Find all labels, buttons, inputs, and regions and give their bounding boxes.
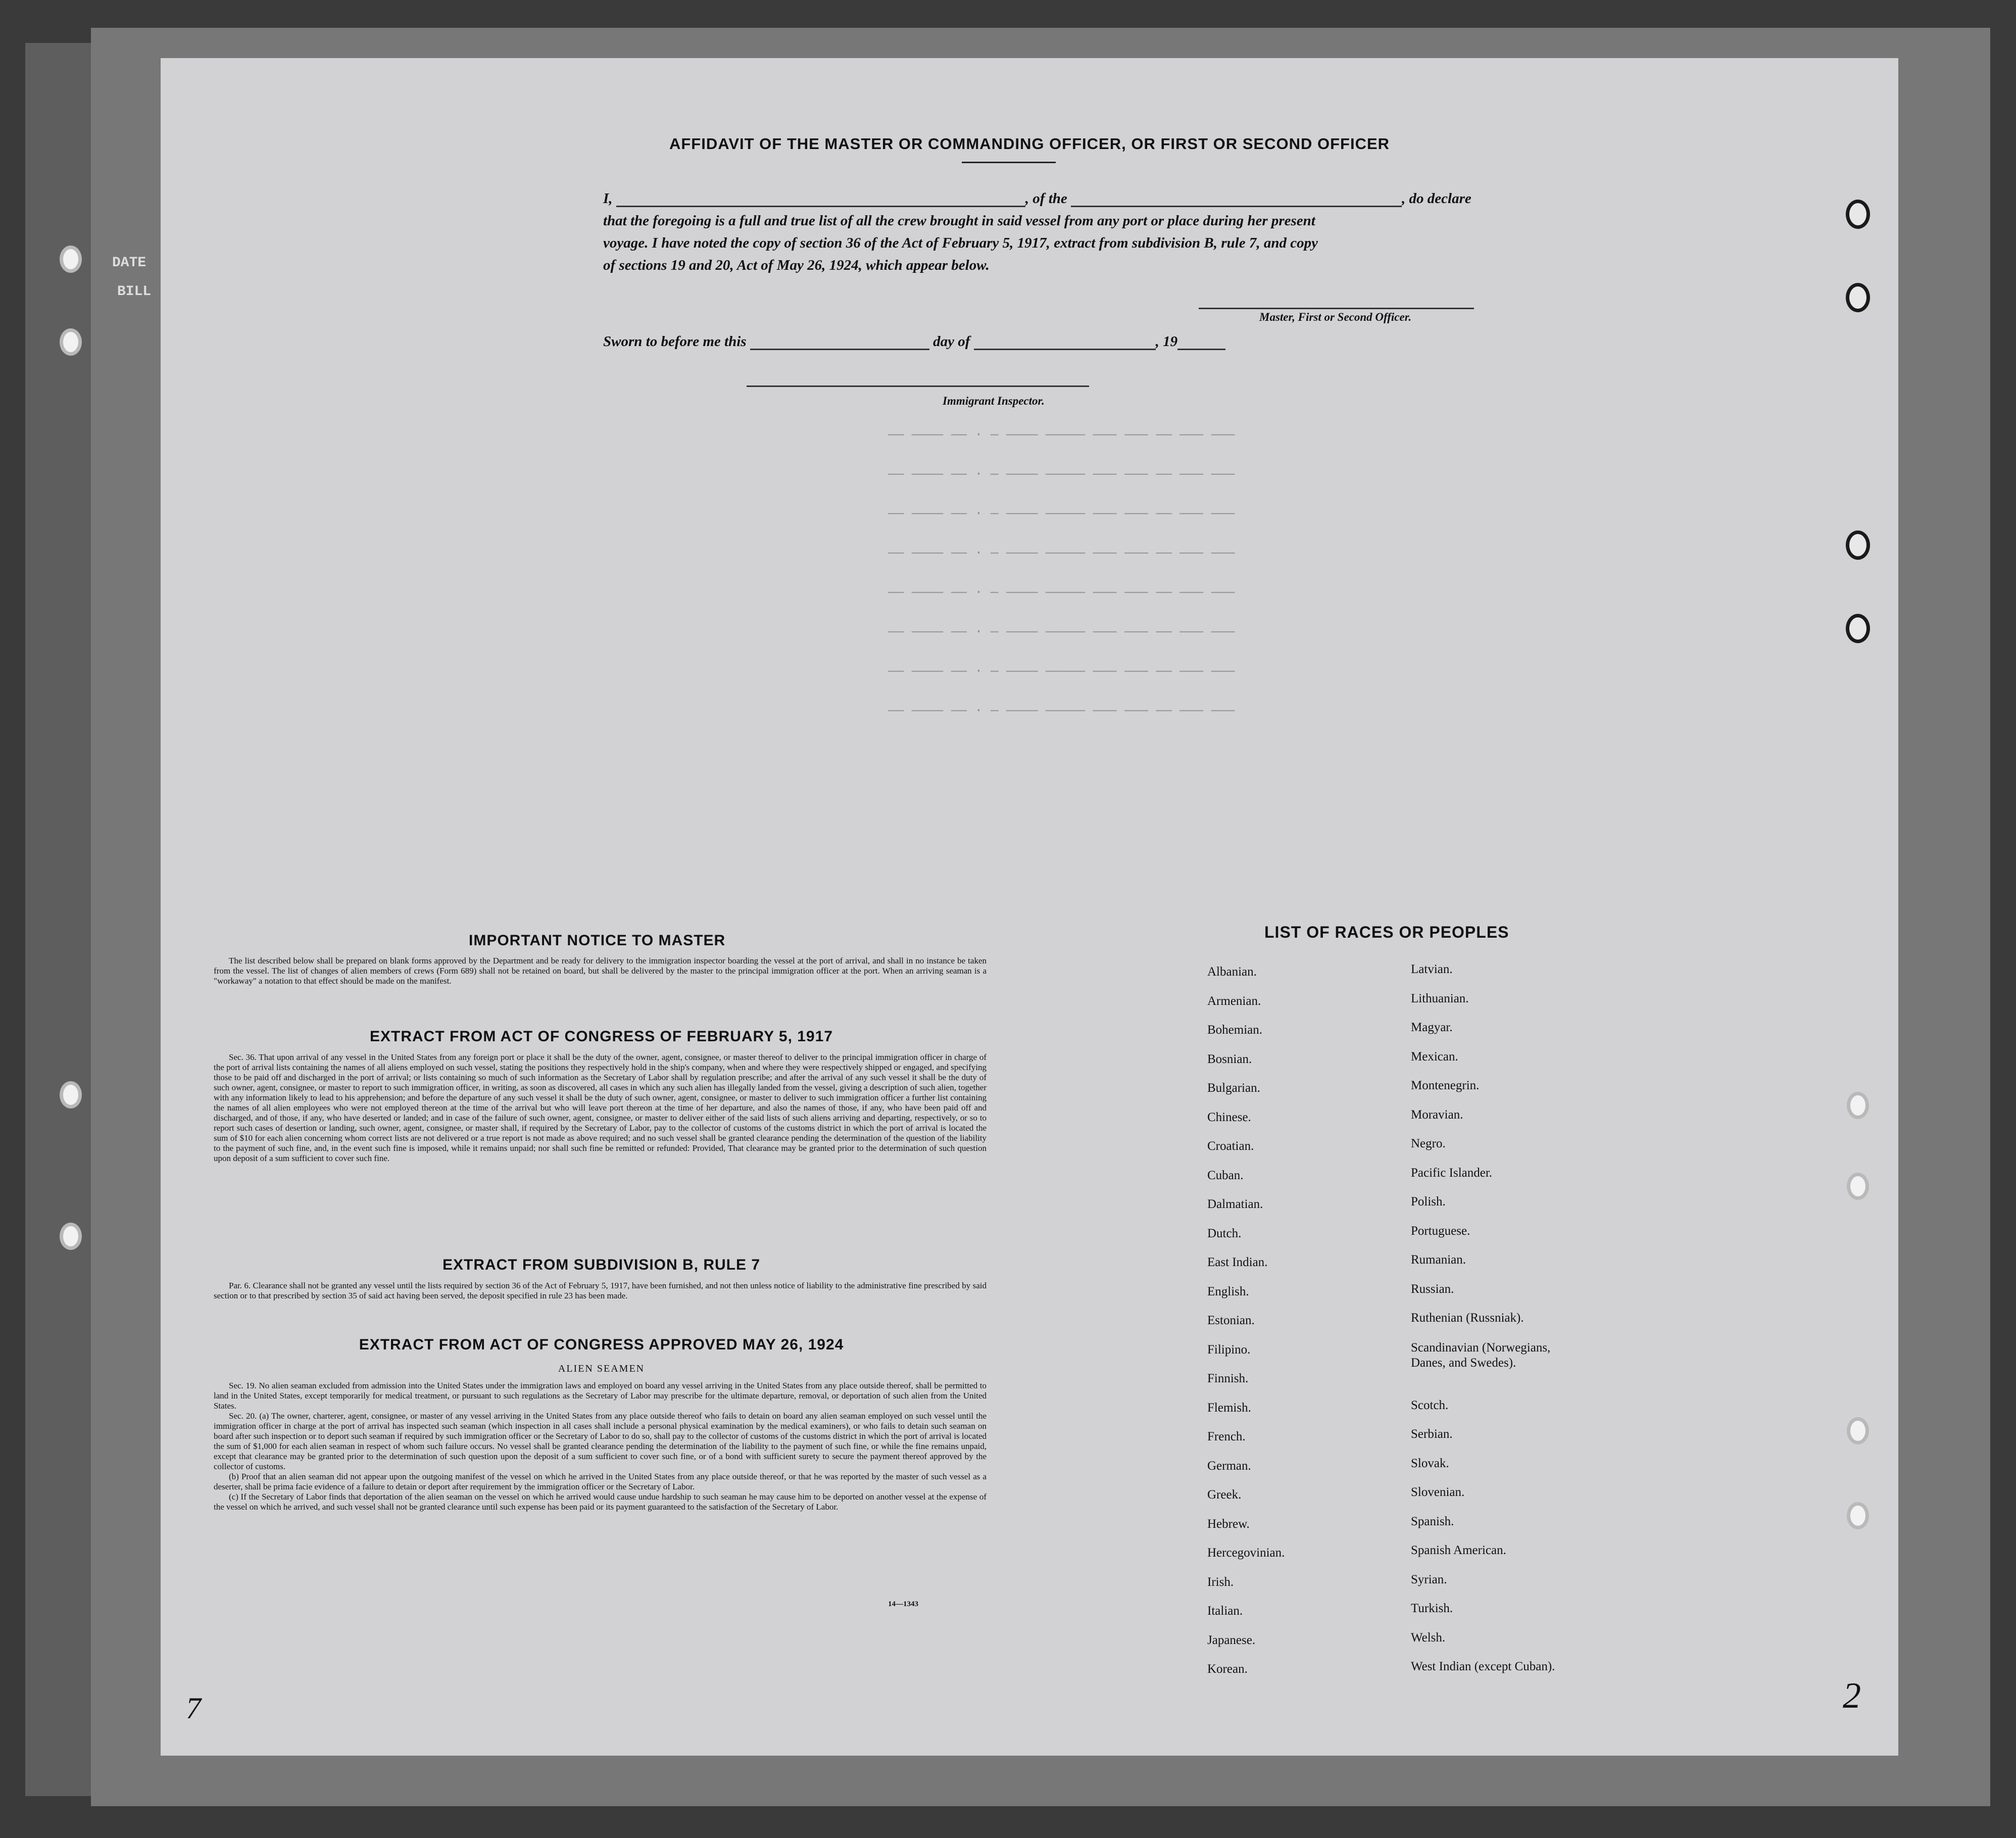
sworn-month-field[interactable] xyxy=(974,349,1156,350)
inspector-signature-caption: Immigrant Inspector. xyxy=(943,395,1045,407)
race-item: Portuguese. xyxy=(1411,1224,1470,1238)
race-item: Pacific Islander. xyxy=(1411,1166,1493,1180)
binder-hole xyxy=(60,1081,82,1108)
race-item: Hebrew. xyxy=(1207,1517,1250,1531)
binder-hole xyxy=(1846,530,1870,560)
edge-label-date: DATE xyxy=(112,255,146,271)
race-item: Magyar. xyxy=(1411,1021,1453,1034)
race-item: Bohemian. xyxy=(1207,1023,1263,1037)
race-item: Estonian. xyxy=(1207,1314,1255,1327)
extract-1924-subtitle: ALIEN SEAMEN xyxy=(558,1363,645,1374)
binder-hole xyxy=(60,1223,82,1250)
race-item: Montenegrin. xyxy=(1411,1079,1480,1092)
race-item: Lithuanian. xyxy=(1411,991,1469,1005)
race-item: Ruthenian (Russniak). xyxy=(1411,1311,1524,1325)
notice-title: IMPORTANT NOTICE TO MASTER xyxy=(469,932,726,949)
vessel-field[interactable] xyxy=(1071,206,1402,207)
race-item: German. xyxy=(1207,1459,1251,1473)
name-field[interactable] xyxy=(616,206,1025,207)
race-item: Irish. xyxy=(1207,1575,1234,1589)
notice-text: The list described below shall be prepared on blank forms approved by the Department and be ready for delivery to the immigration inspector boarding the vessel at the port of arrival, and shall in no instance be taken from the vessel. The list of changes of alien members of crews (Form 689) shall not be retained on board, but shall be delivered by the master to the principal immigration officer at the port. When an arriving seaman is a "workaway" a notation to that effect should be made on the manifest. xyxy=(214,956,987,986)
race-item: English. xyxy=(1207,1284,1249,1298)
race-item: Slovenian. xyxy=(1411,1485,1465,1499)
affidavit-do-declare: , do declare xyxy=(1402,190,1471,207)
race-item: Korean. xyxy=(1207,1662,1248,1676)
races-title: LIST OF RACES OR PEOPLES xyxy=(1264,923,1509,941)
race-item: Spanish American. xyxy=(1411,1543,1506,1557)
sworn-text: Sworn to before me this xyxy=(603,333,747,350)
race-item: East Indian. xyxy=(1207,1255,1268,1269)
handwritten-page-number-left: 7 xyxy=(186,1691,201,1725)
master-signature-caption: Master, First or Second Officer. xyxy=(1259,311,1412,323)
race-item: Moravian. xyxy=(1411,1107,1463,1122)
extract-rule7-title: EXTRACT FROM SUBDIVISION B, RULE 7 xyxy=(442,1256,761,1273)
extract-rule7-text: Par. 6. Clearance shall not be granted any vessel until the lists required by section 36 of the Act of February 5, 1917, have been furnished, and not then unless notice of liability to the administrative fine prescribed by said section or to that prescribed by section 35 of said act having been served, the deposit specified in rule 23 has been made. xyxy=(214,1281,987,1300)
affidavit-line-2: that the foregoing is a full and true list of all the crew brought in said vessel from any port or place during her present xyxy=(603,213,1315,229)
race-item: Polish. xyxy=(1411,1195,1446,1208)
binder-hole xyxy=(60,246,82,273)
sec-19-text: Sec. 19. No alien seaman excluded from admission into the United States under the immigration laws and employed on board any vessel arriving in the United States from any place outside thereof, shall be permitted to land in the United States, except temporarily for medical treatment, or pursuant to such regulations as the Secretary of Labor may prescribe for the ultimate departure, removal, or deportation of such alien from the United States. xyxy=(214,1381,987,1411)
race-item: West Indian (except Cuban). xyxy=(1411,1660,1555,1673)
title-underline xyxy=(962,162,1056,163)
race-item: Chinese. xyxy=(1207,1110,1251,1124)
extract-1917-title: EXTRACT FROM ACT OF CONGRESS OF FEBRUARY 5, 1917 xyxy=(370,1028,833,1045)
race-item: Russian. xyxy=(1411,1282,1454,1296)
inspector-signature-line[interactable] xyxy=(747,385,1089,387)
binder-hole xyxy=(1847,1417,1869,1444)
race-item: Bosnian. xyxy=(1207,1052,1252,1066)
race-item: Cuban. xyxy=(1207,1168,1244,1182)
day-of-text: day of xyxy=(933,333,970,350)
race-item: Bulgarian. xyxy=(1207,1081,1260,1095)
binder-hole xyxy=(1846,200,1870,229)
sec-20b-text: (b) Proof that an alien seaman did not appear upon the outgoing manifest of the vessel on which he arrived in the United States from any place outside thereof, or that he was reported by the master of such vessel as a deserter, shall be prima facie evidence of a failure to detain or deport after requirement by the immigration officer or the Secretary of Labor. xyxy=(214,1472,987,1491)
races-list-left xyxy=(1207,965,1419,1691)
race-item: Spanish. xyxy=(1411,1514,1454,1528)
race-item: Dalmatian. xyxy=(1207,1197,1263,1211)
sworn-day-field[interactable] xyxy=(750,349,929,350)
sec-20c-text: (c) If the Secretary of Labor finds that deportation of the alien seaman on the vessel on which he arrived would cause undue hardship to such seaman he may cause him to be deported on another vessel at the expense of the vessel on which he arrived, and such vessel shall not be granted clearance until such expense has been paid or its payment guaranteed to the satisfaction of the Secretary of Labor. xyxy=(214,1492,987,1512)
race-item: Italian. xyxy=(1207,1604,1243,1618)
form-number: 14—1343 xyxy=(888,1600,918,1608)
race-item: Negro. xyxy=(1411,1137,1446,1150)
extract-1924-title: EXTRACT FROM ACT OF CONGRESS APPROVED MAY 26, 1924 xyxy=(359,1336,844,1353)
affidavit-of-the: , of the xyxy=(1025,190,1067,207)
race-item: French. xyxy=(1207,1430,1246,1443)
affidavit-line-3: voyage. I have noted the copy of section 36 of the Act of February 5, 1917, extract from subdivision B, rule 7, and copy xyxy=(603,235,1318,251)
extract-1917-text: Sec. 36. That upon arrival of any vessel in the United States from any foreign port or place it shall be the duty of the owner, agent, consignee, or master thereof to deliver to the principal immigration officer in charge of the port of arrival lists containing the names of all aliens employed on such vessel, stating the positions they respectively hold in the ship's company, when and where they were respectively shipped or engaged, and specifying those to be paid off and discharged in the port of arrival; or lists containing so much of such information as the Secretary of Labor shall by regulation prescribe; and after the arrival of any such vessel it shall be the duty of such owner, agent, consignee, or master to report to such immigration officer, in writing, as soon as discovered, all cases in which any such alien has illegally landed from the vessel, giving a description of such alien, together with any information likely to lead to his apprehension; and before the departure of any such vessel it shall be the duty of such owner, agent, consignee, or master to deliver to such immigration officer a further list containing the names of all alien employees who were not employed thereon at the time of the arrival but who will leave port thereon at the time of her departure, and also the names of those, if any, who have been paid off and discharged, and of those, if any, who have deserted or landed; and in case of the failure of such owner, agent, consignee, or master to deliver either of the said lists of such aliens arriving and departing, respectively, or so to report such cases of desertion or landing, such owner, agent, consignee, or master shall, if required by the Secretary of Labor, pay to the collector of customs of the customs district in which the port of arrival is located the sum of $10 for each alien concerning whom correct lists are not delivered or a true report is not made as above required; and no such vessel shall be granted clearance pending the determination of the question of the liability to the payment of such fine, and, in the event such fine is imposed, while it remains unpaid; nor shall such fine be remitted or refunded: Provided, That clearance may be granted prior to the determination of such question upon deposit of a sum sufficient to cover such fine. xyxy=(214,1052,987,1163)
affidavit-line-4: of sections 19 and 20, Act of May 26, 1924, which appear below. xyxy=(603,257,990,273)
race-item: Flemish. xyxy=(1207,1400,1251,1415)
race-item: Dutch. xyxy=(1207,1226,1242,1240)
race-item: Filipino. xyxy=(1207,1342,1251,1357)
race-item: Latvian. xyxy=(1411,962,1453,976)
race-item: Albanian. xyxy=(1207,965,1257,979)
race-item: Croatian. xyxy=(1207,1139,1254,1153)
sworn-year-field[interactable] xyxy=(1177,349,1225,350)
race-item: Mexican. xyxy=(1411,1049,1458,1063)
affidavit-line-1 xyxy=(603,190,1471,207)
binder-hole xyxy=(1846,614,1870,643)
sworn-line xyxy=(603,333,1225,350)
race-item: Slovak. xyxy=(1411,1456,1449,1470)
master-signature-line[interactable] xyxy=(1199,308,1474,309)
year-prefix: , 19 xyxy=(1155,333,1178,350)
race-item: Finnish. xyxy=(1207,1372,1249,1385)
races-list-right xyxy=(1411,962,1653,1689)
race-item: Japanese. xyxy=(1207,1633,1256,1647)
extract-1924-body xyxy=(214,1381,987,1512)
affidavit-i: I, xyxy=(603,190,613,207)
binder-hole xyxy=(1846,283,1870,312)
race-item: Welsh. xyxy=(1411,1630,1446,1644)
handwritten-page-number-right: 2 xyxy=(1843,1675,1861,1716)
race-item: Hercegovinian. xyxy=(1207,1546,1285,1560)
binder-hole xyxy=(1847,1173,1869,1200)
binder-hole xyxy=(1847,1092,1869,1119)
manifest-page xyxy=(161,58,1898,1756)
race-item: Rumanian. xyxy=(1411,1253,1466,1267)
race-item: Serbian. xyxy=(1411,1427,1453,1441)
race-item: Syrian. xyxy=(1411,1572,1447,1586)
race-item: Scandinavian (Norwegians, Danes, and Swedes). xyxy=(1411,1340,1551,1370)
sec-20a-text: Sec. 20. (a) The owner, charterer, agent, consignee, or master of any vessel arriving in the United States from any place outside thereof who fails to detain on board any alien seaman employed on such vessel until the immigration officer in charge at the port of arrival has inspected such seaman (which inspection in all cases shall include a personal physical examination by the medical examiners), or who fails to detain such seaman on board after such inspection or to deport such seaman if required by such immigration officer or the Secretary of Labor to do so, shall pay to the collector of customs of the customs district in which the port of arrival is located the sum of $1,000 for each alien seaman in respect of whom such failure occurs. No vessel shall be granted clearance pending the determination of the liability to the payment of such fine, or while the fine remains unpaid, except that clearance may be granted prior to the determination of such question upon the deposit of a sum sufficient to cover such fine, or of a bond with sufficient surety to secure the payment thereof approved by the collector of customs. xyxy=(214,1411,987,1471)
race-item: Scotch. xyxy=(1411,1398,1449,1412)
binder-hole xyxy=(1847,1502,1869,1529)
edge-label-bill: BILL xyxy=(117,284,152,300)
binder-hole xyxy=(60,328,82,356)
bleed-through-text: —— ———— —— · — ———— ————— ——— ——— —— ——— ——— —— ———— —— · — ———— ————— ——— ——— —— ——— ——— —— ———— —— · — ———— ————— ——— ——— —— ——— ——— —— ———— —— · — ———— ————— ——— ——— —— ——— ——— —— ———— —— · — ———— ————— ——— ——— —— ——— ——— —— ———— —— · — ———— ————— ——— ——— —— ——— ——— —— ———— —— · — ———— ————— ——— ——— —— ——— ——— —— ———— —— · — ———— ————— ——— ——— —— ——— ——— xyxy=(888,427,1235,718)
affidavit-title: AFFIDAVIT OF THE MASTER OR COMMANDING OFFICER, OR FIRST OR SECOND OFFICER xyxy=(669,135,1390,153)
race-item: Greek. xyxy=(1207,1488,1242,1502)
race-item: Turkish. xyxy=(1411,1602,1453,1615)
race-item: Armenian. xyxy=(1207,994,1261,1008)
